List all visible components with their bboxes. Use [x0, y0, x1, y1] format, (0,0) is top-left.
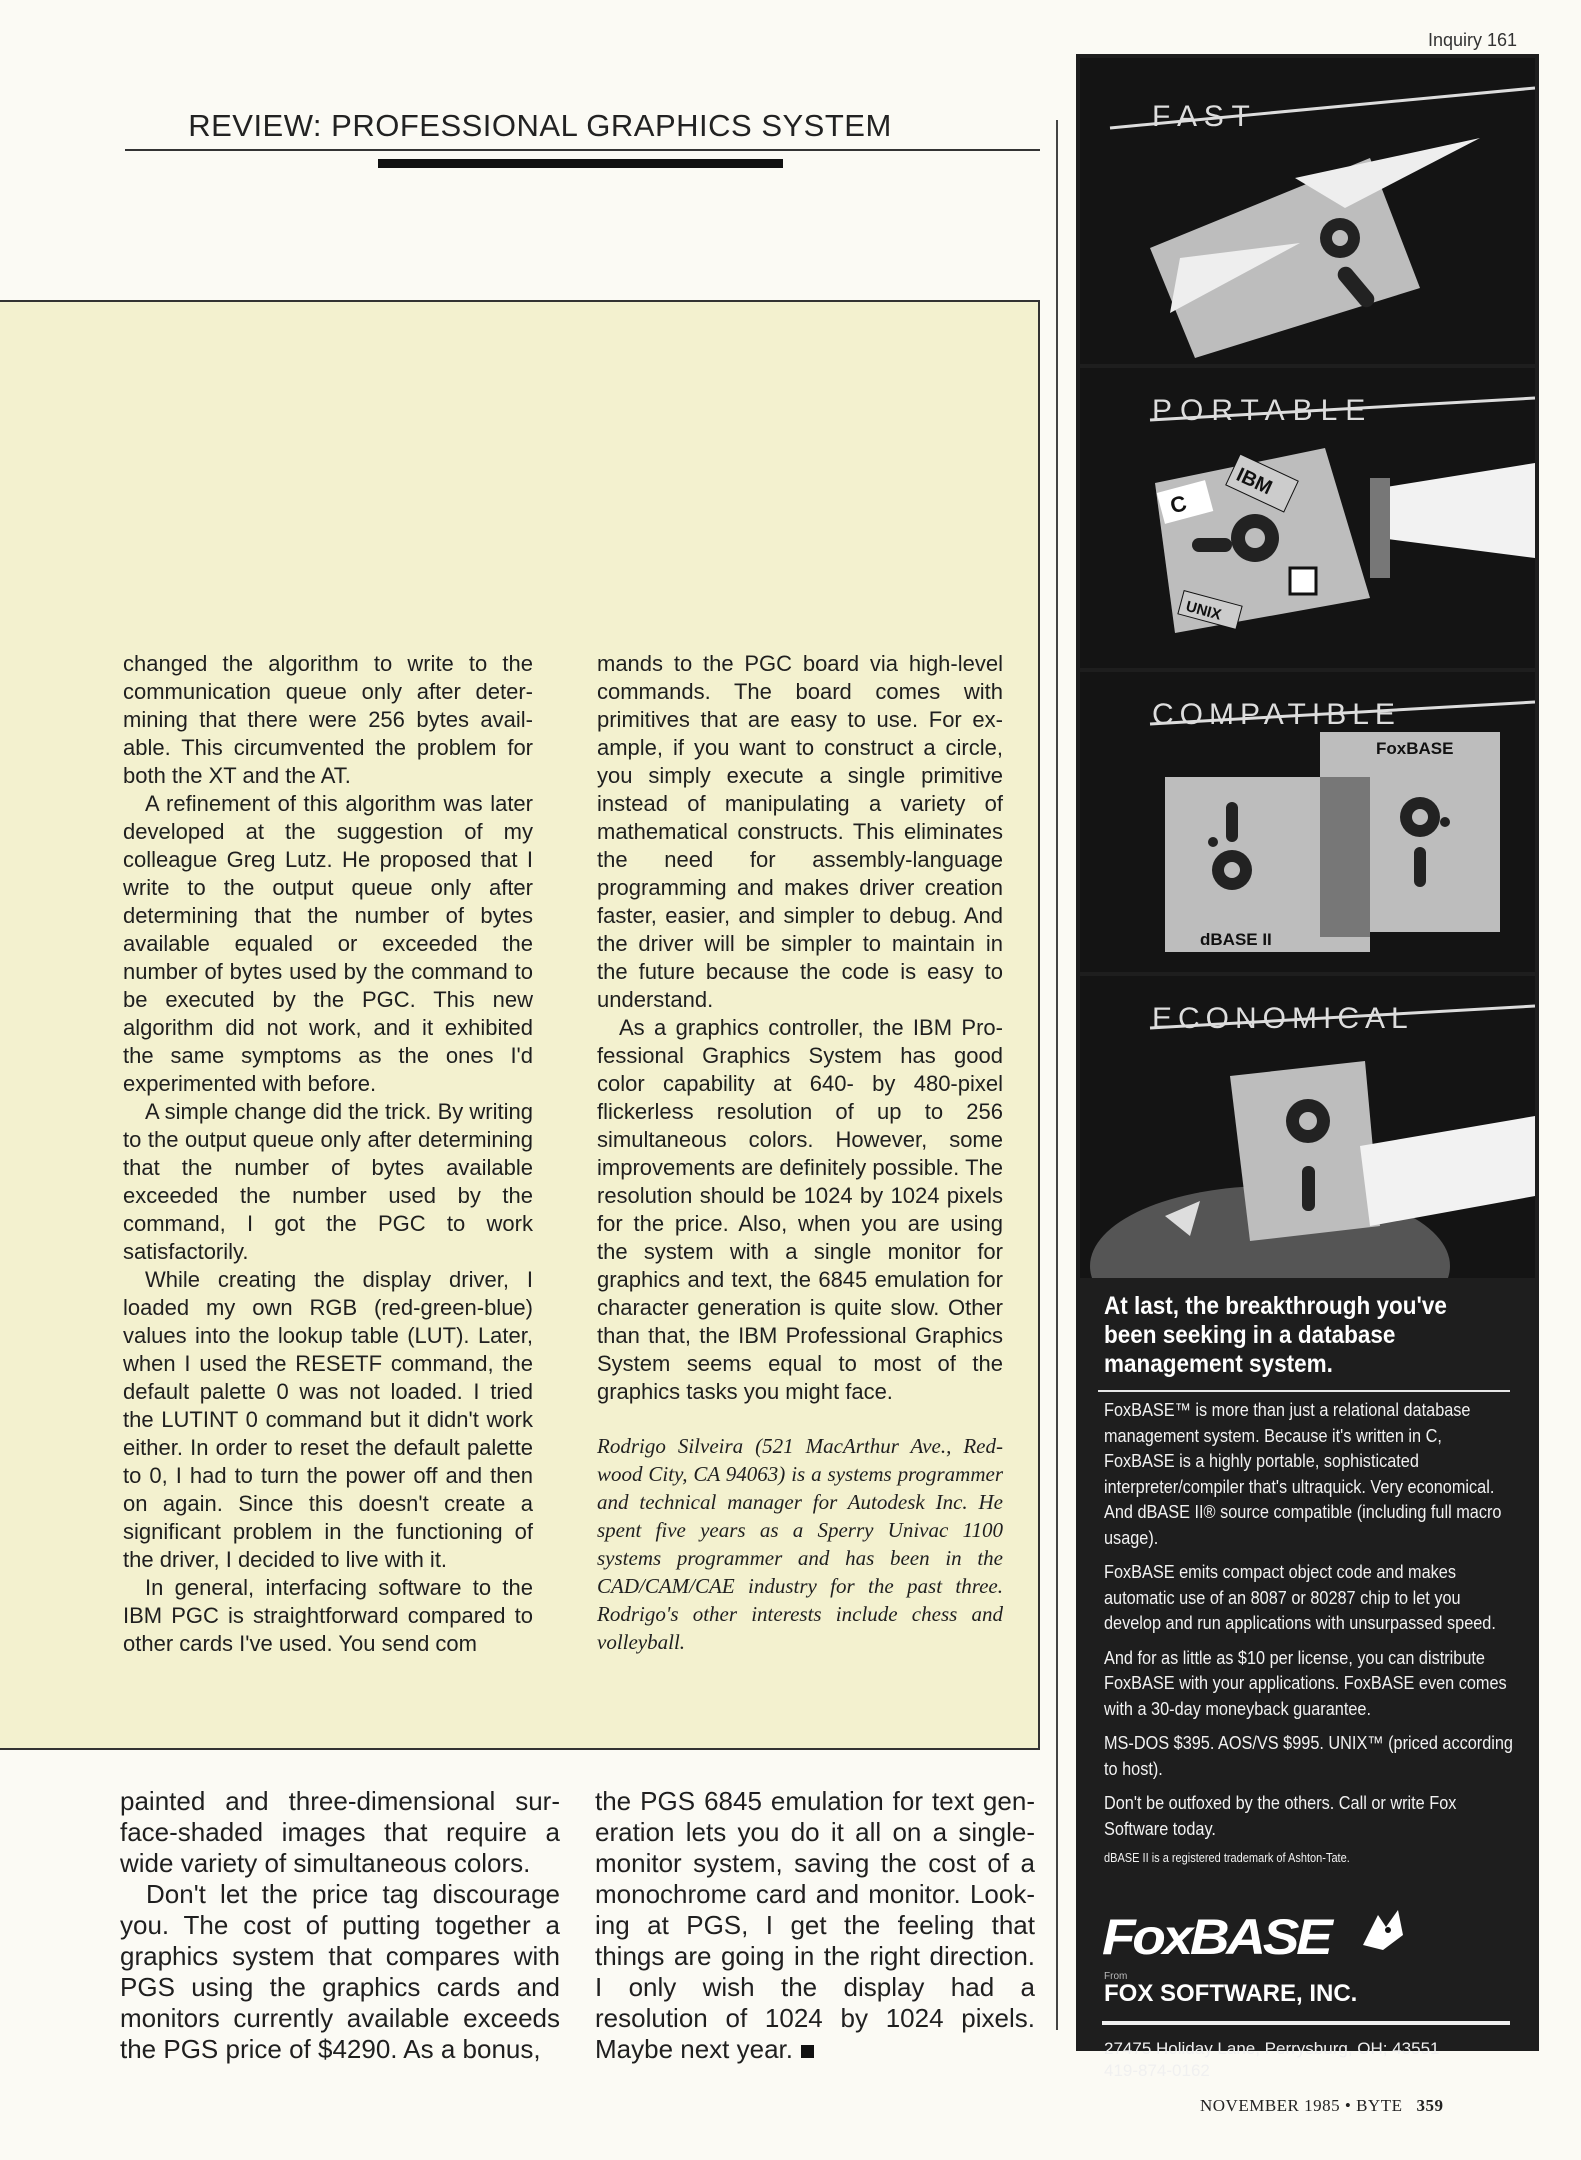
- ad-trademark-note: dBASE II is a registered trademark of Ashton-Tate.: [1104, 1851, 1350, 1865]
- economical-illustration: [1080, 976, 1535, 1278]
- ad-body-paragraph: MS-DOS $395. AOS/VS $995. UNIX™ (priced according to host).: [1104, 1732, 1513, 1779]
- company-rule: [1102, 2021, 1510, 2025]
- ad-panel-fast: [1080, 58, 1535, 364]
- fox-head-icon: [1358, 1905, 1408, 1955]
- page-number: 359: [1416, 2096, 1444, 2115]
- foxbase-logo: FoxBASE: [1102, 1909, 1330, 1965]
- from-label: From: [1104, 1971, 1128, 1982]
- company-name: FOX SOFTWARE, INC.: [1104, 1980, 1358, 2007]
- sidebar-paragraph: As a graphics controller, the IBM Professional Graphics System has good color capability at 640- by 480-pixel flickerless resolution of up to 256 simultaneous colors. However, some improvements are definitely possible. The resolution should be 1024 by 1024 pixels for the price. Also, when you are using the system with a single monitor for graphics and text, the 6845 emulation for character generation is quite slow. Other than that, the IBM Professional Graphics System seems equal to most of the graphics tasks you might face.: [597, 1015, 1003, 1404]
- sidebar-paragraph: changed the algorithm to write to the communication queue only after determining that there were 256 bytes available. This circumvented the problem for both the XT and the AT.: [123, 651, 533, 788]
- sidebar-paragraph: While creating the display driver, I loaded my own RGB (red-green-blue) values into the lookup table (LUT). Later, when I used the RESETF command, the default palette 0 was not loaded. I tried the LUTINT 0 command but it didn't work either. In order to reset the default palette to 0, I had to turn the power off and then on again. Since this doesn't create a significant problem in the functioning of the driver, I decided to live with it.: [123, 1267, 533, 1572]
- ibm-logo-label: IBM: [1232, 463, 1276, 500]
- sidebar-paragraph: A refinement of this algorithm was later developed at the suggestion of my colleague Greg Lutz. He proposed that I write to the output queue only after determining that the number of bytes available equaled or exceeded the number of bytes used by the command to be executed by the PGC. This new algorithm did not work, and it exhibited the same symptoms as the ones I'd experimented with before.: [123, 791, 533, 1096]
- portable-illustration: [1080, 368, 1535, 668]
- ad-panel-compatible: [1080, 672, 1535, 972]
- inquiry-number: Inquiry 161: [1428, 30, 1518, 50]
- ad-body-paragraph: And for as little as $10 per license, you can distribute FoxBASE with your applications. FoxBASE even comes with a 30-day moneyback guarantee.: [1104, 1646, 1507, 1719]
- sidebar-paragraph: A simple change did the trick. By writing to the output queue only after determining that the number of bytes available exceeded the number used by the command, I got the PGC to work satisfactorily.: [123, 1099, 533, 1264]
- ad-panel-portable: [1080, 368, 1535, 668]
- fast-illustration: [1080, 58, 1535, 364]
- main-paragraph-text: the PGS 6845 emulation for text generation lets you do it all on a single-monitor system, saving the cost of a monochrome card and monitor. Looking at PGS, I get the feeling that things are going in the right direction. I only wish the display had a resolution of 1024 by 1024 pixels. Maybe next year.: [595, 1786, 1035, 2064]
- sidebar-paragraph: In general, interfacing software to the IBM PGC is straightforward compared to other cards I've used. You send com: [123, 1575, 533, 1656]
- ad-headline: At last, the breakthrough you've been seeking in a database management system.: [1104, 1292, 1447, 1378]
- ad-panel-economical: [1080, 976, 1535, 1278]
- panel-title-economical: ECONOMICAL: [1152, 1002, 1414, 1035]
- running-head: REVIEW: PROFESSIONAL GRAPHICS SYSTEM: [188, 108, 892, 143]
- main-paragraph: [595, 1786, 1035, 2065]
- panel-title-portable: PORTABLE: [1152, 394, 1374, 427]
- sidebar-column-2: [597, 650, 1003, 1656]
- page-footer: [1200, 2096, 1443, 2116]
- panel-title-compatible: COMPATIBLE: [1152, 698, 1401, 731]
- c-logo-label: C: [1167, 490, 1190, 519]
- end-mark-icon: [801, 2045, 814, 2058]
- ad-body-paragraph: FoxBASE™ is more than just a relational database management system. Because it's written in C, FoxBASE is a highly portable, sophisticated interpreter/compiler that's ultraquick. Very economical. And dBASE II® source compatible (including full macro usage).: [1104, 1399, 1502, 1548]
- issue-label: NOVEMBER 1985 • BYTE: [1200, 2096, 1403, 2115]
- ad-body-paragraph: FoxBASE emits compact object code and makes automatic use of an 8087 or 80287 chip to let you develop and run applications with unsurpassed speed.: [1104, 1561, 1496, 1633]
- phone-line: 419-874-0162: [1104, 2061, 1210, 2080]
- unix-logo-label: UNIX: [1183, 597, 1223, 624]
- sidebar-paragraph: mands to the PGC board via high-level commands. The board comes with primitives that are easy to use. For example, if you want to construct a circle, you simply execute a single primitive instead of manipulating a variety of mathematical constructs. This eliminates the need for assembly-language programming and makes driver creation faster, easier, and simpler to debug. And the driver will be simpler to maintain in the future because the code is easy to understand.: [597, 651, 1003, 1012]
- main-column-2: [595, 1786, 1035, 2065]
- header-rule: [125, 149, 1040, 151]
- author-bio: Rodrigo Silveira (521 MacArthur Ave., Redwood City, CA 94063) is a systems programmer and technical manager for Autodesk Inc. He spent five years as a Sperry Univac 1100 systems programmer and has been in the CAD/CAM/CAE industry for the past three. Rodrigo's other interests include chess and volleyball.: [597, 1434, 1003, 1654]
- column-divider: [1056, 120, 1058, 2030]
- foxbase-disk-label: FoxBASE: [1376, 739, 1454, 758]
- main-column-1: [120, 1786, 560, 2065]
- ad-headline-rule: [1098, 1390, 1510, 1392]
- sidebar-column-1: [123, 650, 533, 1658]
- main-paragraph: painted and three-dimensional surface-shaded images that require a wide variety of simultaneous colors.: [120, 1786, 560, 1878]
- compatible-illustration: [1080, 672, 1535, 972]
- dbase-disk-label: dBASE II: [1200, 930, 1272, 949]
- panel-title-fast: F A S T: [1152, 100, 1250, 133]
- address-line: 27475 Holiday Lane, Perrysburg, OH; 43551: [1104, 2039, 1440, 2058]
- header-bar: [378, 159, 783, 168]
- main-paragraph: Don't let the price tag discourage you. The cost of putting together a graphics system that compares with PGS using the graphics cards and monitors currently available exceeds the PGS price of $4290. As a bonus,: [120, 1879, 560, 2064]
- company-address: [1104, 2038, 1504, 2082]
- ad-body-paragraph: Don't be outfoxed by the others. Call or write Fox Software today.: [1104, 1792, 1457, 1839]
- ad-body: [1104, 1397, 1516, 1866]
